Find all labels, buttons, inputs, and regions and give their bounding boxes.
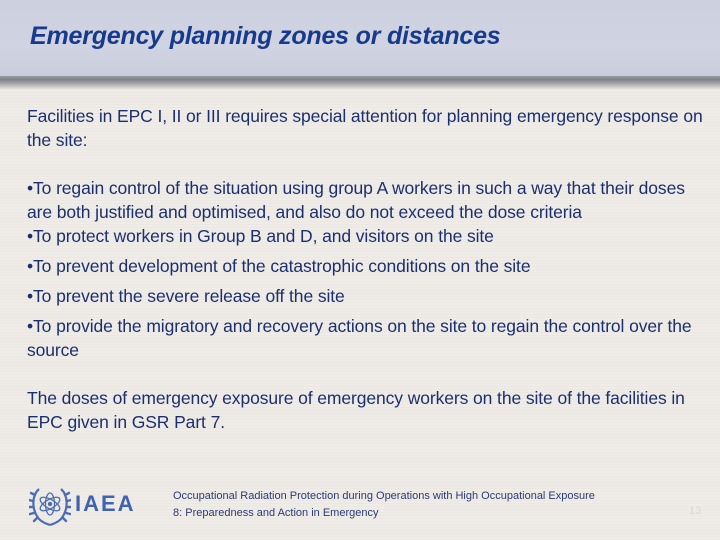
bullet-item — [27, 224, 707, 248]
header-divider — [0, 76, 720, 90]
bullet-item — [27, 176, 707, 224]
slide-content — [27, 104, 707, 434]
footer — [0, 478, 720, 534]
bullet-list — [27, 176, 707, 362]
bullet-text: To prevent the severe release off the site — [33, 286, 345, 306]
course-title-line-2: 8: Preparedness and Action in Emergency — [173, 507, 379, 519]
course-title — [173, 488, 595, 522]
bullet-item — [27, 284, 707, 308]
bullet-text: To protect workers in Group B and D, and visitors on the site — [33, 226, 494, 246]
bullet-item — [27, 314, 707, 362]
bullet-marker: • — [27, 256, 34, 276]
page-number: 13 — [689, 505, 702, 517]
iaea-emblem-icon — [29, 481, 71, 527]
iaea-logo-text: IAEA — [75, 491, 136, 516]
bullet-marker: • — [27, 286, 34, 306]
bullet-marker: • — [27, 226, 34, 246]
bullet-text: To provide the migratory and recovery actions on the site to regain the control over the source — [27, 316, 692, 360]
intro-paragraph: Facilities in EPC I, II or III requires special attention for planning emergency response on the site: — [27, 106, 703, 150]
bullet-item — [27, 254, 707, 278]
slide-title: Emergency planning zones or distances — [30, 22, 501, 50]
bullet-text: To regain control of the situation using group A workers in such a way that their doses are both justified and optimised, and also do not exceed the dose criteria — [27, 178, 685, 222]
iaea-logo — [29, 481, 157, 527]
bullet-text: To prevent development of the catastrophic conditions on the site — [33, 256, 531, 276]
header-band — [0, 0, 720, 78]
bullet-marker: • — [27, 178, 34, 198]
closing-paragraph: The doses of emergency exposure of emergency workers on the site of the facilities in EPC given in GSR Part 7. — [27, 388, 685, 432]
bullet-marker: • — [27, 316, 34, 336]
course-title-line-1: Occupational Radiation Protection during Operations with High Occupational Exposure — [173, 490, 595, 502]
